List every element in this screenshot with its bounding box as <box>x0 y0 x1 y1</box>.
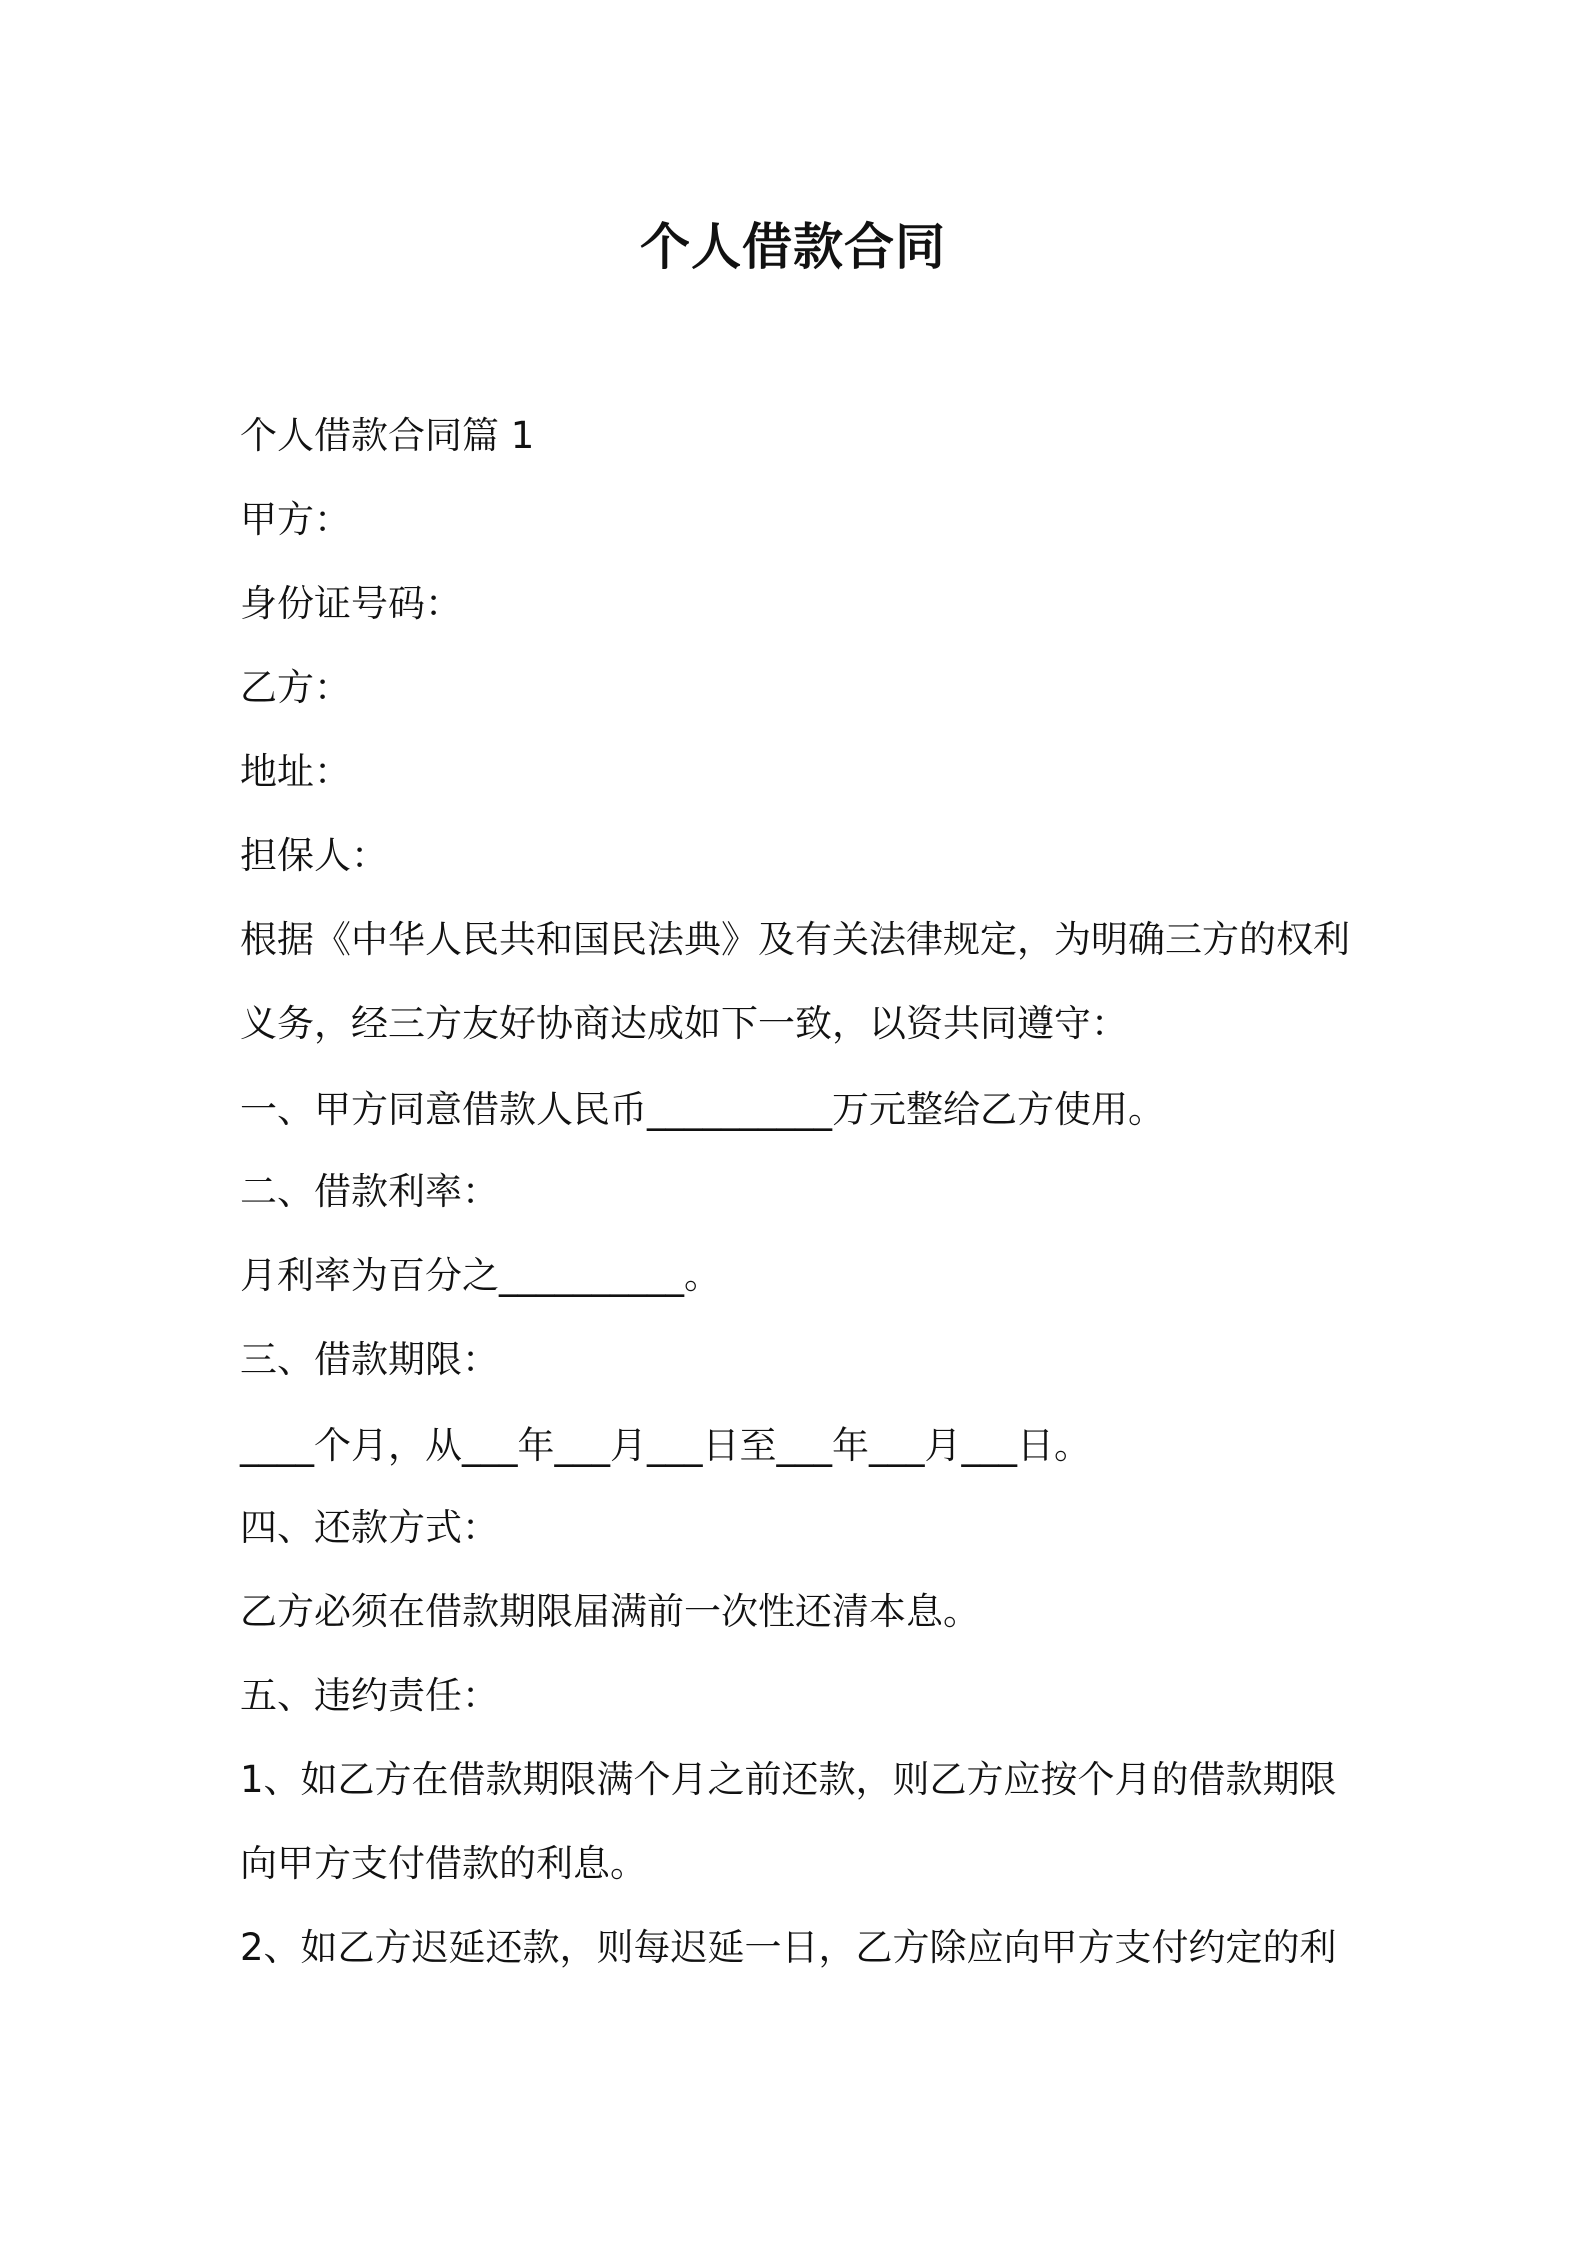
clause-5-item-2-line-1: 2、如乙方迟延还款，则每迟延一日，乙方除应向甲方支付约定的利 <box>240 1926 1337 1969</box>
section-heading: 个人借款合同篇 1 <box>240 414 535 457</box>
clause-4-body: 乙方必须在借款期限届满前一次性还清本息。 <box>240 1590 980 1633</box>
preamble-line-1: 根据《中华人民共和国民法典》及有关法律规定，为明确三方的权利 <box>240 918 1350 961</box>
clause-3-heading: 三、借款期限： <box>240 1338 499 1381</box>
document-title: 个人借款合同 <box>640 218 946 276</box>
id-number-label: 身份证号码： <box>240 582 462 625</box>
clause-5-item-1-line-2: 向甲方支付借款的利息。 <box>240 1842 647 1885</box>
clause-4-heading: 四、还款方式： <box>240 1506 499 1549</box>
address-label: 地址： <box>240 750 351 793</box>
party-b-label: 乙方： <box>240 666 351 709</box>
clause-5-heading: 五、违约责任： <box>240 1674 499 1717</box>
clause-1: 一、甲方同意借款人民币__________万元整给乙方使用。 <box>240 1088 1165 1131</box>
party-a-label: 甲方： <box>240 498 351 541</box>
clause-5-item-1-line-1: 1、如乙方在借款期限满个月之前还款，则乙方应按个月的借款期限 <box>240 1758 1337 1801</box>
clause-3-body: ____个月，从___年___月___日至___年___月___日。 <box>240 1424 1091 1467</box>
clause-2-heading: 二、借款利率： <box>240 1170 499 1213</box>
preamble-line-2: 义务，经三方友好协商达成如下一致，以资共同遵守： <box>240 1002 1128 1045</box>
clause-2-body: 月利率为百分之__________。 <box>240 1254 721 1297</box>
guarantor-label: 担保人： <box>240 834 388 877</box>
